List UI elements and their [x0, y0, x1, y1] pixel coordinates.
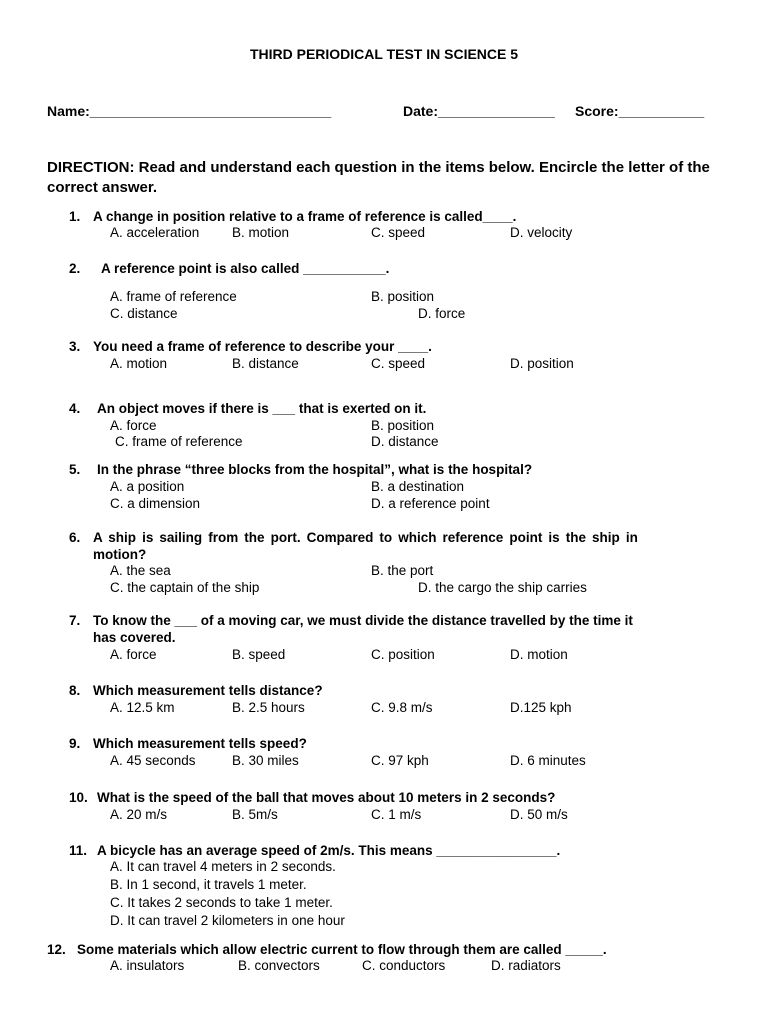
- option-d: D. force: [418, 306, 466, 321]
- option-b: B. convectors: [238, 958, 320, 973]
- question-number: 1.: [69, 209, 81, 224]
- option-c: C. speed: [371, 356, 426, 371]
- option-d: D. radiators: [491, 958, 561, 973]
- option-b: B. speed: [232, 647, 286, 662]
- option-a: A. the sea: [110, 563, 171, 578]
- question-text-continued: has covered.: [93, 630, 176, 645]
- page-title: THIRD PERIODICAL TEST IN SCIENCE 5: [249, 46, 519, 62]
- option-c: C. speed: [371, 225, 426, 240]
- option-b: B. 30 miles: [232, 753, 299, 768]
- question-text: A reference point is also called ___________.: [101, 261, 390, 276]
- option-b: B. 5m/s: [232, 807, 278, 822]
- option-d: D. position: [510, 356, 574, 371]
- option-c: C. distance: [110, 306, 178, 321]
- question-text: A ship is sailing from the port. Compared to which reference point is the ship in: [93, 530, 638, 545]
- option-b: B. the port: [371, 563, 434, 578]
- option-c: C. position: [371, 647, 435, 662]
- question-number: 10.: [69, 790, 88, 805]
- option-d: D. the cargo the ship carries: [418, 580, 587, 595]
- option-a: A. 45 seconds: [110, 753, 196, 768]
- question-number: 2.: [69, 261, 81, 276]
- question-number: 12.: [47, 942, 66, 957]
- question-number: 3.: [69, 339, 81, 354]
- option-d: D.125 kph: [510, 700, 572, 715]
- option-c: C. 1 m/s: [371, 807, 422, 822]
- option-c: C. frame of reference: [115, 434, 243, 449]
- question-text: To know the ___ of a moving car, we must divide the distance travelled by the time it: [93, 613, 633, 628]
- score-field-label: Score:___________: [575, 103, 705, 119]
- question-text: A bicycle has an average speed of 2m/s. This means ________________.: [97, 843, 561, 858]
- option-c: C. 97 kph: [371, 753, 429, 768]
- option-a: A. insulators: [110, 958, 185, 973]
- question-text: Some materials which allow electric current to flow through them are called _____.: [77, 942, 607, 957]
- option-a: A. 20 m/s: [110, 807, 168, 822]
- name-field-label: Name:_______________________________: [47, 103, 332, 119]
- option-b: B. position: [371, 289, 435, 304]
- question-number: 11.: [69, 843, 88, 858]
- question-text: What is the speed of the ball that moves about 10 meters in 2 seconds?: [97, 790, 556, 805]
- question-text-continued: motion?: [93, 547, 147, 562]
- option-d: D. 6 minutes: [510, 753, 586, 768]
- option-d: D. a reference point: [371, 496, 490, 511]
- option-c: C. a dimension: [110, 496, 201, 511]
- option-a: A. It can travel 4 meters in 2 seconds.: [110, 859, 336, 874]
- question-text: Which measurement tells distance?: [93, 683, 323, 698]
- option-b: B. In 1 second, it travels 1 meter.: [110, 877, 307, 892]
- option-a: A. 12.5 km: [110, 700, 175, 715]
- option-a: A. force: [110, 647, 157, 662]
- question-text: An object moves if there is ___ that is exerted on it.: [97, 401, 427, 416]
- option-a: A. a position: [110, 479, 185, 494]
- question-number: 7.: [69, 613, 81, 628]
- date-field-label: Date:_______________: [403, 103, 555, 119]
- question-number: 5.: [69, 462, 81, 477]
- option-c: C. It takes 2 seconds to take 1 meter.: [110, 895, 333, 910]
- option-c: C. conductors: [362, 958, 446, 973]
- question-text: You need a frame of reference to describe your ____.: [93, 339, 432, 354]
- question-number: 9.: [69, 736, 81, 751]
- option-b: B. motion: [232, 225, 290, 240]
- option-b: B. 2.5 hours: [232, 700, 305, 715]
- option-c: C. the captain of the ship: [110, 580, 260, 595]
- question-text: A change in position relative to a frame of reference is called____.: [93, 209, 517, 224]
- option-d: D. 50 m/s: [510, 807, 568, 822]
- option-a: A. acceleration: [110, 225, 200, 240]
- question-number: 4.: [69, 401, 81, 416]
- direction-text: DIRECTION: Read and understand each question in the items below. Encircle the letter of the correct answer.: [47, 159, 710, 196]
- question-number: 8.: [69, 683, 81, 698]
- question-text: Which measurement tells speed?: [93, 736, 307, 751]
- option-a: A. force: [110, 418, 157, 433]
- option-d: D. motion: [510, 647, 568, 662]
- option-b: B. a destination: [371, 479, 465, 494]
- option-a: A. motion: [110, 356, 168, 371]
- option-d: D. It can travel 2 kilometers in one hour: [110, 913, 345, 928]
- option-d: D. distance: [371, 434, 439, 449]
- option-d: D. velocity: [510, 225, 573, 240]
- question-number: 6.: [69, 530, 81, 545]
- option-b: B. position: [371, 418, 435, 433]
- option-b: B. distance: [232, 356, 299, 371]
- option-c: C. 9.8 m/s: [371, 700, 433, 715]
- question-text: In the phrase “three blocks from the hospital”, what is the hospital?: [97, 462, 533, 477]
- option-a: A. frame of reference: [110, 289, 237, 304]
